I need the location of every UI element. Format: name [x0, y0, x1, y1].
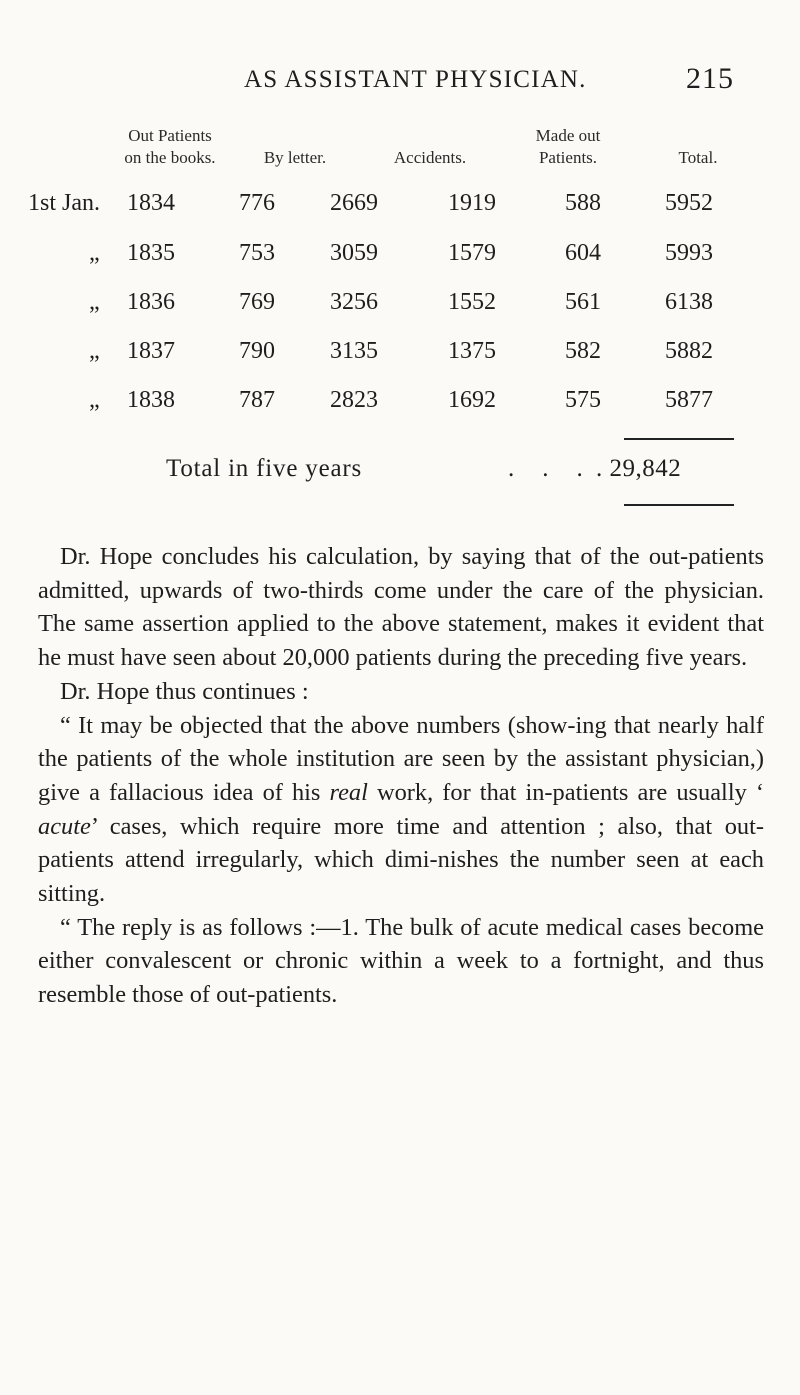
- col-header-total: Total.: [678, 148, 718, 167]
- paragraph: “ The reply is as follows :—1. The bulk of acute medical cases become either convalescent or chronic within a week to a fortnight, and thus resemble those of out-patients.: [38, 913, 764, 1009]
- cell-by-letter: 2669: [330, 190, 378, 216]
- cell-accidents: 1692: [448, 387, 496, 413]
- cell-by-letter: 3256: [330, 289, 378, 315]
- row-year: 1838: [127, 387, 175, 413]
- paragraph: Dr. Hope concludes his calculation, by saying that of the out-patients admitted, upwards of two-thirds come under the care of the physician. The same assertion applied to the above statement, makes it evident that he must have seen about 20,000 patients during the preceding five years.: [38, 543, 764, 672]
- row-ditto: „: [89, 338, 100, 364]
- running-title: AS ASSISTANT PHYSICIAN.: [244, 66, 587, 93]
- emphasis-acute: acute: [38, 812, 91, 840]
- table-row: [0, 190, 800, 222]
- cell-made-out: 561: [565, 289, 601, 315]
- row-ditto: „: [89, 387, 100, 413]
- body-text: [38, 540, 764, 1012]
- cell-by-letter: 3135: [330, 338, 378, 364]
- cell-total: 6138: [665, 289, 713, 315]
- cell-total: 5952: [665, 190, 713, 216]
- cell-total: 5993: [665, 240, 713, 266]
- row-year: 1836: [127, 289, 175, 315]
- cell-made-out: 582: [565, 338, 601, 364]
- table-row: [0, 387, 800, 419]
- cell-made-out: 588: [565, 190, 601, 216]
- sum-rule-bottom: [624, 504, 734, 506]
- col-header-out-patients: Out Patients on the books.: [124, 126, 216, 167]
- cell-by-letter: 3059: [330, 240, 378, 266]
- cell-out-patients: 787: [239, 387, 275, 413]
- cell-total: 5877: [665, 387, 713, 413]
- table-row: [0, 289, 800, 321]
- col-header-accidents: Accidents.: [393, 148, 467, 167]
- running-head: [0, 62, 800, 102]
- cell-by-letter: 2823: [330, 387, 378, 413]
- emphasis-real: real: [329, 778, 368, 806]
- cell-accidents: 1375: [448, 338, 496, 364]
- table-row: [0, 240, 800, 272]
- cell-made-out: 604: [565, 240, 601, 266]
- row-year: 1835: [127, 240, 175, 266]
- row-label: 1st Jan.: [28, 190, 100, 216]
- total-value: . 29,842: [596, 455, 682, 482]
- cell-out-patients: 753: [239, 240, 275, 266]
- quoted-paragraph: “ It may be objected that the above numbers (show-ing that nearly half the patients of the whole institution are seen by the assistant physician,) give a fallacious idea of his real work, for that in-patients are usually ‘ acute’ cases, which require more time and attention ; also, that out-patients attend irregularly, which dimi-nishes the number seen at each sitting.: [38, 711, 765, 908]
- col-header-made-out-patients: Made out Patients.: [535, 126, 601, 167]
- cell-accidents: 1919: [448, 190, 496, 216]
- row-year: 1834: [127, 190, 175, 216]
- cell-made-out: 575: [565, 387, 601, 413]
- cell-accidents: 1552: [448, 289, 496, 315]
- total-dots: ...: [508, 455, 611, 482]
- row-year: 1837: [127, 338, 175, 364]
- row-ditto: „: [89, 240, 100, 266]
- page-number: 215: [686, 62, 734, 95]
- total-row: [0, 455, 800, 489]
- cell-accidents: 1579: [448, 240, 496, 266]
- cell-out-patients: 776: [239, 190, 275, 216]
- total-label: Total in five years: [166, 455, 363, 482]
- col-header-by-letter: By letter.: [263, 148, 327, 167]
- cell-out-patients: 790: [239, 338, 275, 364]
- row-ditto: „: [89, 289, 100, 315]
- sum-rule-top: [624, 438, 734, 440]
- cell-out-patients: 769: [239, 289, 275, 315]
- cell-total: 5882: [665, 338, 713, 364]
- paragraph: Dr. Hope thus continues :: [60, 677, 309, 705]
- table-row: [0, 338, 800, 370]
